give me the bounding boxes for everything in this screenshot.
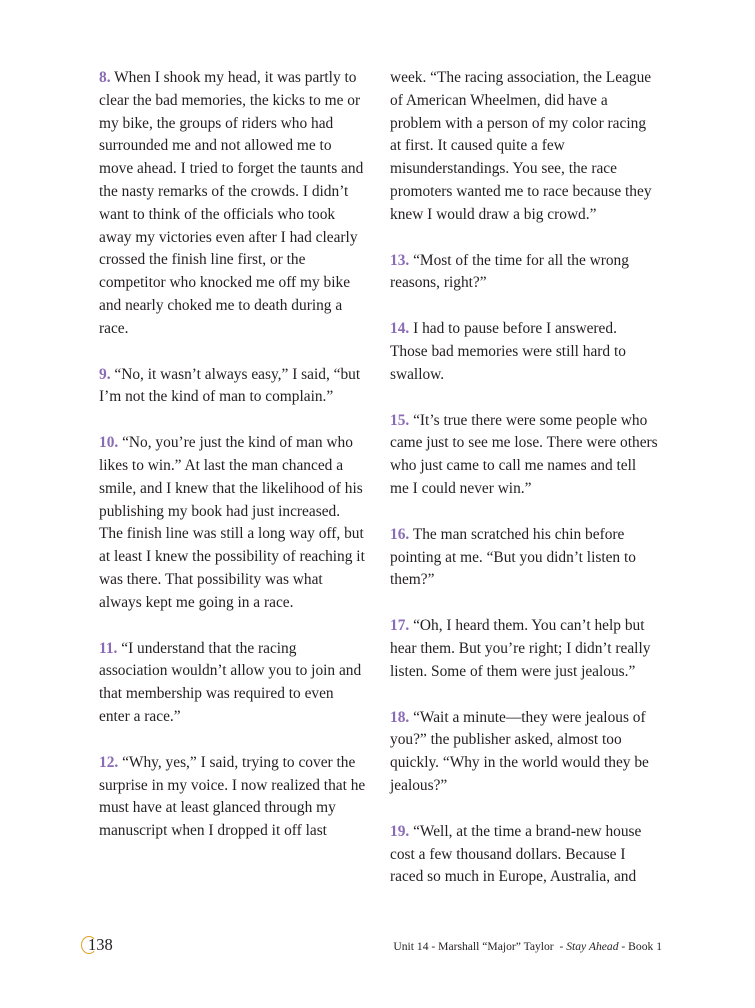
paragraph-12 (99, 752, 367, 843)
paragraph-text: “Why, yes,” I said, trying to cover the surprise in my voice. I now realized that he must have at least glanced through my manuscript when I dropped it off last (99, 753, 366, 840)
book-suffix: - Book 1 (618, 940, 662, 953)
paragraph-8 (99, 67, 367, 341)
paragraph-text: “It’s true there were some people who came just to see me lose. There were others who just came to call me names and tell me I could never win.” (390, 411, 658, 497)
paragraph-text: The man scratched his chin before pointing at me. “But you didn’t listen to them?” (390, 525, 636, 589)
book-title: Stay Ahead (566, 940, 619, 953)
paragraph-number: 17. (390, 617, 410, 635)
running-footer (393, 940, 662, 954)
paragraph-18 (390, 707, 658, 798)
page-footer (0, 934, 755, 962)
paragraph-number: 14. (390, 320, 410, 338)
paragraph-text: “Well, at the time a brand-new house cost a few thousand dollars. Because I raced so much in Europe, Australia, and (390, 822, 642, 886)
paragraph-text: week. “The racing association, the League of American Wheelmen, did have a problem with a person of my color racing at first. It caused quite a few misunderstandings. You see, the race promoters wanted me to race because they knew I would draw a big crowd.” (390, 69, 652, 223)
paragraph-text: I had to pause before I answered. Those bad memories were still hard to swallow. (390, 320, 626, 383)
paragraph-15 (390, 410, 658, 501)
paragraph-number: 11. (99, 639, 118, 657)
paragraph-number: 13. (390, 251, 410, 269)
page-number-text: 138 (88, 935, 113, 954)
paragraph-11 (99, 638, 367, 729)
right-column (390, 67, 658, 912)
unit-label: Unit 14 - Marshall “Major” Taylor (393, 940, 554, 953)
paragraph-number: 16. (390, 525, 410, 543)
paragraph-10 (99, 432, 367, 614)
paragraph-number: 10. (99, 434, 119, 452)
paragraph-19 (390, 821, 658, 889)
paragraph-text: “No, you’re just the kind of man who likes to win.” At last the man chanced a smile, and I knew that the likelihood of his publishing my book had just increased. The finish line was still a long way off, but at least I knew the possibility of reaching it was there. That possibility was what always kept me going in a race. (99, 434, 365, 611)
left-column (99, 67, 367, 866)
paragraph-text: “Most of the time for all the wrong reasons, right?” (390, 251, 629, 292)
paragraph-number: 18. (390, 708, 410, 726)
paragraph-12-continued (390, 67, 658, 227)
footer-separator: - (553, 940, 567, 953)
paragraph-text: “Oh, I heard them. You can’t help but hear them. But you’re right; I didn’t really listen. Some of them were just jealous.” (390, 617, 651, 680)
paragraph-number: 9. (99, 365, 111, 383)
paragraph-16 (390, 524, 658, 592)
paragraph-9 (99, 364, 367, 410)
paragraph-number: 19. (390, 822, 410, 840)
paragraph-number: 8. (99, 69, 111, 86)
page-number (82, 934, 113, 956)
paragraph-13 (390, 250, 658, 296)
paragraph-text: “Wait a minute—they were jealous of you?” the publisher asked, almost too quickly. “Why in the world would they be jealous?” (390, 708, 649, 794)
paragraph-text: When I shook my head, it was partly to clear the bad memories, the kicks to me or my bike, the groups of riders who had surrounded me and not allowed me to move ahead. I tried to forget the taunts and the nasty remarks of the crowds. I didn’t want to think of the officials who took away my victories even after I had clearly crossed the finish line first, or the competitor who knocked me off my bike and nearly choked me to death during a race. (99, 69, 364, 337)
paragraph-number: 12. (99, 753, 119, 771)
paragraph-text: “No, it wasn’t always easy,” I said, “but I’m not the kind of man to complain.” (99, 365, 361, 406)
paragraph-14 (390, 318, 658, 386)
paragraph-text: “I understand that the racing association wouldn’t allow you to join and that membership was required to even enter a race.” (99, 639, 362, 725)
paragraph-number: 15. (390, 411, 410, 429)
paragraph-17 (390, 615, 658, 683)
